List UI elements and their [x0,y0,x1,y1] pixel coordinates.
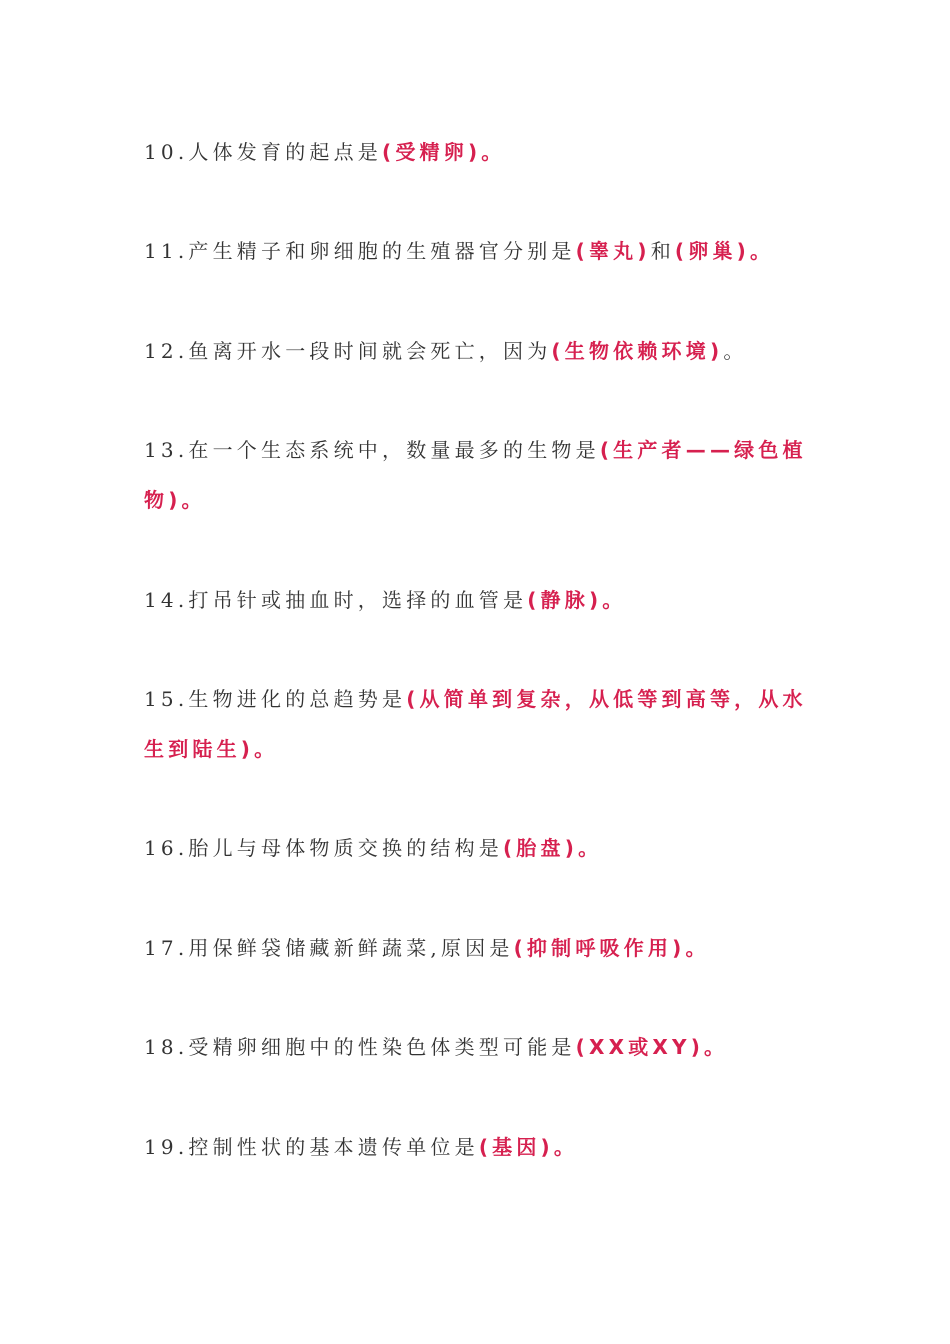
question-12 [144,326,814,376]
question-text: 14.打吊针或抽血时，选择的血管是 [144,588,528,612]
answer-text: (生产者——绿色植物)。 [144,438,807,512]
question-13 [144,425,814,525]
question-10 [144,127,814,177]
question-18 [144,1022,814,1072]
answer-text-2: (卵巢)。 [674,239,775,263]
question-16 [144,823,814,873]
question-text: 19.控制性状的基本遗传单位是 [144,1135,479,1159]
question-19 [144,1122,814,1172]
question-text: 16.胎儿与母体物质交换的结构是 [144,836,504,860]
question-tail: 。 [723,339,748,363]
answer-text: (基因)。 [478,1135,579,1159]
answer-text: (从简单到复杂，从低等到高等，从水生到陆生)。 [144,687,807,761]
question-text: 13.在一个生态系统中，数量最多的生物是 [144,438,600,462]
question-text: 11.产生精子和卵细胞的生殖器官分别是 [144,239,576,263]
question-14 [144,575,814,625]
question-text: 10.人体发育的起点是 [144,140,383,164]
answer-text: (XX或XY)。 [575,1035,729,1059]
question-text: 12.鱼离开水一段时间就会死亡，因为 [144,339,552,363]
answer-text: (生物依赖环境) [551,339,724,363]
answer-text: (静脉)。 [527,588,627,612]
answer-text: (抑制呼吸作用)。 [513,936,710,960]
question-15 [144,674,814,774]
answer-text: (受精卵)。 [382,140,506,164]
question-text: 18.受精卵细胞中的性染色体类型可能是 [144,1035,576,1059]
answer-text: (胎盘)。 [503,836,603,860]
question-17 [144,923,814,973]
question-text: 17.用保鲜袋储藏新鲜蔬菜,原因是 [144,936,514,960]
question-text: 15.生物进化的总趋势是 [144,687,407,711]
question-connector: 和 [650,239,675,263]
question-11 [144,226,814,276]
answer-text: (睾丸) [575,239,651,263]
